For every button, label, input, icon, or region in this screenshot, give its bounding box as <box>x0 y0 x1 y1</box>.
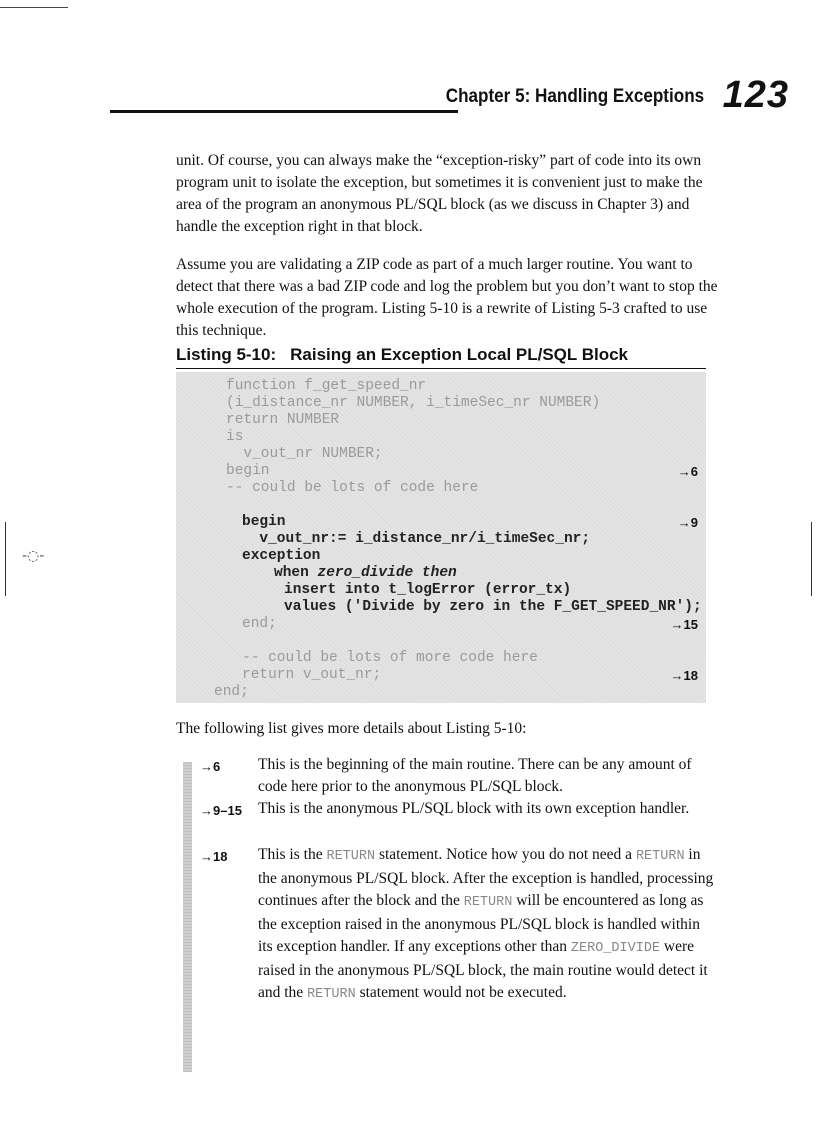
code-exception-name: zero_divide then <box>317 565 457 581</box>
note-text-part: in the anonymous PL/SQL block. After the exception is handled, processing continues after the block and the <box>258 846 714 909</box>
note-text-part: will be encountered as long as the exception raised in the anonymous PL/SQL block is handled within its exception handler. If any exceptions other than <box>258 892 704 955</box>
registration-mark-icon: -◌- <box>22 548 45 564</box>
code-line: values ('Divide by zero in the F_GET_SPEED_NR'); <box>284 599 702 615</box>
left-margin-line <box>5 522 6 596</box>
code-line: insert into t_logError (error_tx) <box>284 582 572 598</box>
note-text-part: statement would not be executed. <box>359 984 567 1001</box>
note-text: This is the beginning of the main routine. There can be any amount of code here prior to the anonymous PL/SQL block. <box>258 756 692 795</box>
code-line: begin <box>226 463 270 479</box>
paragraph-2: Assume you are validating a ZIP code as part of a much larger routine. You want to detect that there was a bad ZIP code and log the problem but you don’t want to stop the whole execution of the program. Listing 5-10 is a rewrite of Listing 5-3 crafted to use this technique. <box>176 256 718 339</box>
code-term: RETURN <box>635 849 685 864</box>
code-term: RETURN <box>463 895 513 910</box>
code-term: RETURN <box>326 849 376 864</box>
corner-crop-line <box>0 7 68 8</box>
code-line: exception <box>242 548 321 564</box>
code-keyword: when <box>274 565 309 581</box>
code-line: begin <box>242 514 286 530</box>
header-rule <box>110 110 458 113</box>
line-marker-6: →6 <box>677 464 698 479</box>
code-line: v_out_nr:= i_distance_nr/i_timeSec_nr; <box>242 531 591 547</box>
note-text-part: statement. Notice how you do not need a <box>378 846 633 863</box>
code-line: end; <box>242 616 277 632</box>
page-number: 123 <box>722 74 789 116</box>
note-text <box>258 844 718 1006</box>
code-listing <box>176 372 706 703</box>
code-line: function f_get_speed_nr <box>226 378 427 394</box>
code-line: is <box>226 429 244 445</box>
code-line: return NUMBER <box>226 412 340 428</box>
note-marker: →18 <box>200 849 228 864</box>
chapter-title: Chapter 5: Handling Exceptions <box>445 86 704 107</box>
line-marker-15: →15 <box>670 617 698 632</box>
code-line: v_out_nr NUMBER; <box>226 446 383 462</box>
paragraph-1: unit. Of course, you can always make the “exception-risky” part of code into its own program unit to isolate the exception, but sometimes it is convenient just to make the area of the program an anonymous PL/SQL block (as we discuss in Chapter 3) and handle the exception right in that block. <box>176 152 703 235</box>
note-marker: →9–15 <box>200 803 242 818</box>
note-text-part: This is the <box>258 846 323 863</box>
listing-caption <box>176 345 706 369</box>
code-term: ZERO_DIVIDE <box>570 941 661 956</box>
code-term: RETURN <box>307 987 356 1002</box>
notes-sidebar-bar <box>183 762 192 1072</box>
code-line: -- could be lots of code here <box>226 480 479 496</box>
code-line: return v_out_nr; <box>242 667 382 683</box>
line-marker-18: →18 <box>670 668 698 683</box>
right-margin-line <box>811 522 812 596</box>
note-text-part: were raised in the anonymous PL/SQL block, the main routine would detect it and the <box>258 938 708 1001</box>
note-marker: →6 <box>200 759 221 774</box>
code-line: (i_distance_nr NUMBER, i_timeSec_nr NUMBER) <box>226 395 601 411</box>
notes-intro: The following list gives more details about Listing 5-10: <box>176 720 527 737</box>
code-line <box>274 565 457 582</box>
line-marker-9: →9 <box>677 515 698 530</box>
note-text: This is the anonymous PL/SQL block with its own exception handler. <box>258 800 690 817</box>
listing-number: Listing 5-10: <box>176 345 277 364</box>
listing-title: Raising an Exception Local PL/SQL Block <box>290 345 628 364</box>
code-line: -- could be lots of more code here <box>242 650 538 666</box>
code-line: end; <box>214 684 249 700</box>
